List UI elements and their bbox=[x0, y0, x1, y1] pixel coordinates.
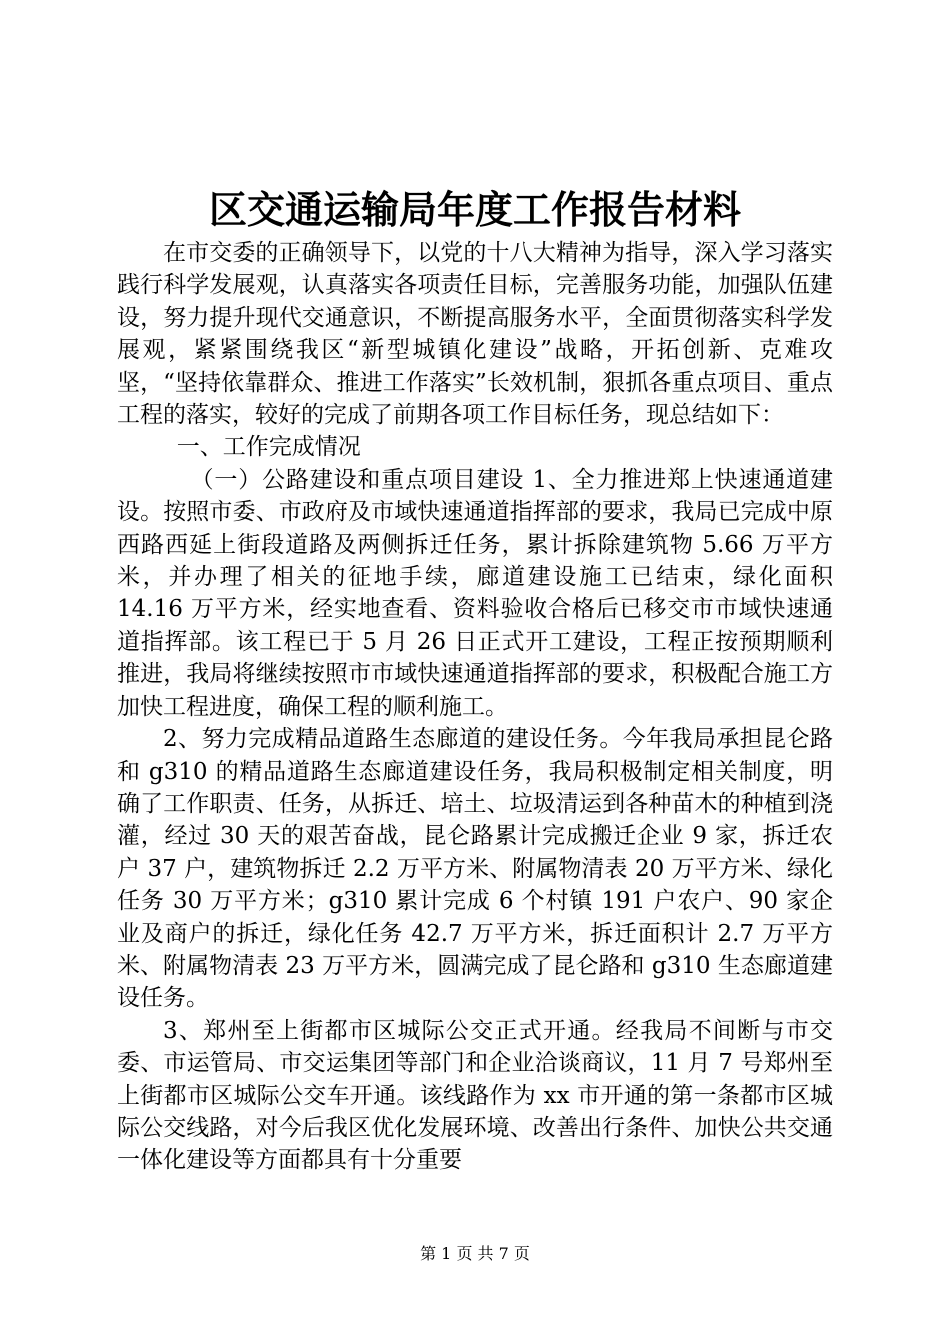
document-title: 区交通运输局年度工作报告材料 bbox=[208, 187, 741, 232]
intro-paragraph: 在市交委的正确领导下，以党的十八大精神为指导，深入学习落实践行科学发展观，认真落实各项责任目标，完善服务功能，加强队伍建设，努力提升现代交通意识，不断提高服务水平，全面贯彻落实科学发展观，紧紧围绕我区“新型城镇化建设”战略，开拓创新、克难攻坚，“坚持依靠群众、推进工作落实”长效机制，狠抓各重点项目、重点工程的落实，较好的完成了前期各项工作目标任务，现总结如下： bbox=[117, 240, 833, 429]
subsection-paragraph: （一）公路建设和重点项目建设 1、全力推进郑上快速通道建设。按照市委、市政府及市域快速通道指挥部的要求，我局已完成中原西路西延上街段道路及两侧拆迁任务，累计拆除建筑物 5.66 万平方米，并办理了相关的征地手续，廊道建设施工已结束，绿化面积 14.16 万平方米，经实地查看、资料验收合格后已移交市市域快速通道指挥部。该工程已于 5 月 26 日正式开工建设，工程正按预期顺利推进，我局将继续按照市市域快速通道指挥部的要求，积极配合施工方加快工程进度，确保工程的顺利施工。 bbox=[117, 466, 833, 720]
page-footer: 第 1 页 共 7 页 bbox=[420, 1244, 530, 1263]
body-paragraph: 3、郑州至上街都市区城际公交正式开通。经我局不间断与市交委、市运管局、市交运集团等部门和企业洽谈商议，11 月 7 号郑州至上街都市区城际公交车开通。该线路作为 xx 市开通的第一条都市区城际公交线路，对今后我区优化发展环境、改善出行条件、加快公共交通一体化建设等方面都具有十分重要 bbox=[117, 1017, 833, 1174]
document-body bbox=[117, 237, 833, 1177]
section-heading: 一、工作完成情况 bbox=[176, 434, 361, 461]
body-paragraph: 2、努力完成精品道路生态廊道的建设任务。今年我局承担昆仑路和 g310 的精品道路生态廊道建设任务，我局积极制定相关制度，明确了工作职责、任务，从拆迁、培土、垃圾清运到各种苗木的种植到浇灌，经过 30 天的艰苦奋战，昆仑路累计完成搬迁企业 9 家，拆迁农户 37 户，建筑物拆迁 2.2 万平方米、附属物清表 20 万平方米、绿化任务 30 万平方米；g310 累计完成 6 个村镇 191 户农户、90 家企业及商户的拆迁，绿化任务 42.7 万平方米，拆迁面积计 2.7 万平方米、附属物清表 23 万平方米，圆满完成了昆仑路和 g310 生态廊道建设任务。 bbox=[117, 726, 833, 1012]
